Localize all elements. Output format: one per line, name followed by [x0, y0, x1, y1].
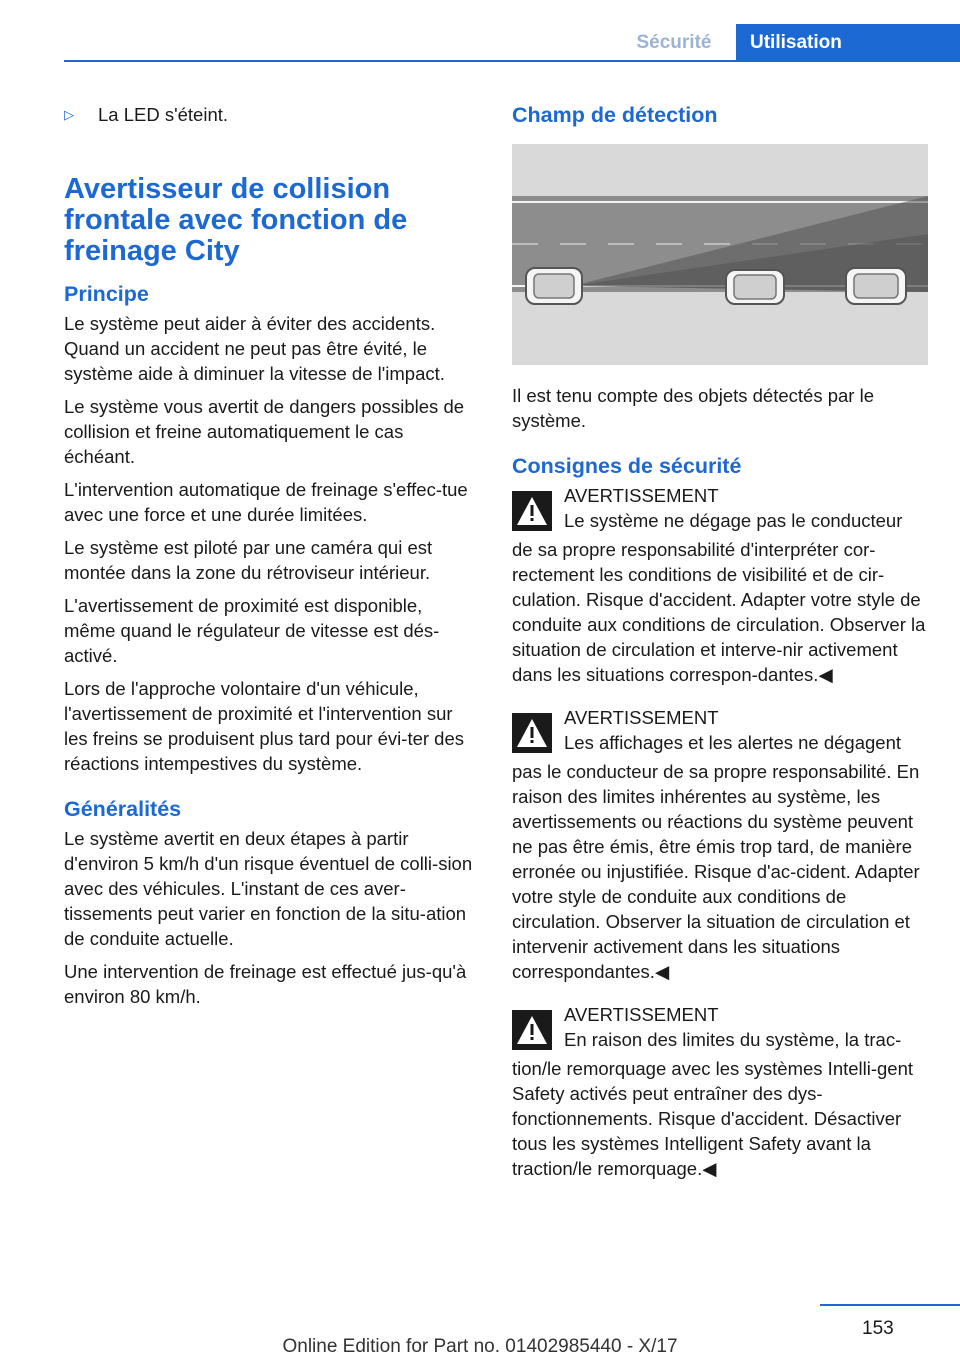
paragraph: Lors de l'approche volontaire d'un véhicule, l'avertissement de proximité et l'intervention sur les freins se produisent plus tard pour évi-ter des réactions intempestives du système. — [64, 678, 465, 774]
warning-title: AVERTISSEMENT — [564, 1004, 719, 1025]
warning-triangle-icon — [512, 709, 564, 759]
warning-body: pas le conducteur de sa propre responsabilité. En raison des limites inhérentes au système, les avertissements ou réactions du système peuvent ne pas être émis, être émis trop tard, de manière erronée ou injustifiée. Risque d'ac-cident. Adapter votre style de conduite aux conditions de circulation. Observer la situation de circulation et intervenir activement dans les situations correspondantes.◀ — [512, 761, 920, 982]
paragraph: Le système peut aider à éviter des accidents. Quand un accident ne peut pas être évité, le système aide à diminuer la vitesse de l'impact. — [64, 313, 445, 384]
paragraph: Le système est piloté par une caméra qui est montée dans la zone du rétroviseur intérieur. — [64, 537, 433, 583]
warning-block — [512, 705, 928, 984]
right-column — [512, 100, 928, 1199]
warning-block — [512, 483, 928, 687]
tab-securite[interactable]: Sécurité — [614, 24, 734, 62]
warning-title: AVERTISSEMENT — [564, 485, 719, 506]
detection-field-figure — [512, 144, 928, 365]
paragraph: Le système vous avertit de dangers possibles de collision et freine automatiquement le cas échéant. — [64, 396, 465, 467]
heading-generalites: Généralités — [64, 797, 182, 821]
triangle-bullet-icon: ▷ — [64, 107, 74, 122]
paragraph: Une intervention de freinage est effectué jus-qu'à environ 80 km/h. — [64, 961, 467, 1007]
car-middle-icon — [726, 270, 784, 304]
figure-caption: Il est tenu compte des objets détectés par le système. — [512, 385, 874, 431]
heading-principe: Principe — [64, 282, 149, 306]
warning-first-line: En raison des limites du système, la trac- — [564, 1029, 902, 1050]
tab-utilisation[interactable]: Utilisation — [736, 24, 960, 62]
header-rule — [64, 60, 960, 62]
edition-footer: Online Edition for Part no. 01402985440 - X/17 — [282, 1336, 678, 1357]
paragraph: L'avertissement de proximité est disponible, même quand le régulateur de vitesse est dés-activé. — [64, 595, 440, 666]
bullet-text: La LED s'éteint. — [98, 104, 229, 125]
section-title: Avertisseur de collision frontale avec fonction de freinage City — [64, 173, 408, 267]
heading-champ-detection: Champ de détection — [512, 103, 718, 127]
warning-triangle-icon — [512, 1006, 564, 1056]
warning-first-line: Le système ne dégage pas le conducteur — [564, 510, 903, 531]
warning-triangle-icon — [512, 487, 564, 537]
detection-field-illustration — [512, 144, 928, 365]
page-number: 153 — [862, 1318, 894, 1339]
warning-body: de sa propre responsabilité d'interpréter cor-rectement les conditions de visibilité et de cir-culation. Risque d'accident. Adapter votre style de conduite aux conditions de circulation. Observer la situation de circulation et interve-nir activement dans les situations correspon-dantes.◀ — [512, 539, 926, 685]
warning-title: AVERTISSEMENT — [564, 707, 719, 728]
warning-block — [512, 1002, 928, 1181]
ego-car-icon — [526, 268, 582, 304]
bullet-item — [64, 100, 476, 130]
left-column — [64, 100, 476, 1017]
warning-body: tion/le remorquage avec les systèmes Intelli-gent Safety activés peut entraîner des dys-fonctionnements. Risque d'accident. Désactiver tous les systèmes Intelligent Safety avant la traction/le remorquage.◀ — [512, 1058, 914, 1179]
paragraph: Le système avertit en deux étapes à partir d'environ 5 km/h d'un risque éventuel de colli-sion avec des véhicules. L'instant de ces aver-tissements peut varier en fonction de la situ-ation de conduite actuelle. — [64, 828, 473, 949]
heading-consignes: Consignes de sécurité — [512, 454, 742, 478]
paragraph: L'intervention automatique de freinage s'effec-tue avec une force et une durée limitées. — [64, 479, 468, 525]
header-tabs — [614, 24, 960, 62]
warning-first-line: Les affichages et les alertes ne dégagent — [564, 732, 902, 753]
car-far-icon — [846, 268, 906, 304]
page-number-rule — [820, 1304, 960, 1306]
